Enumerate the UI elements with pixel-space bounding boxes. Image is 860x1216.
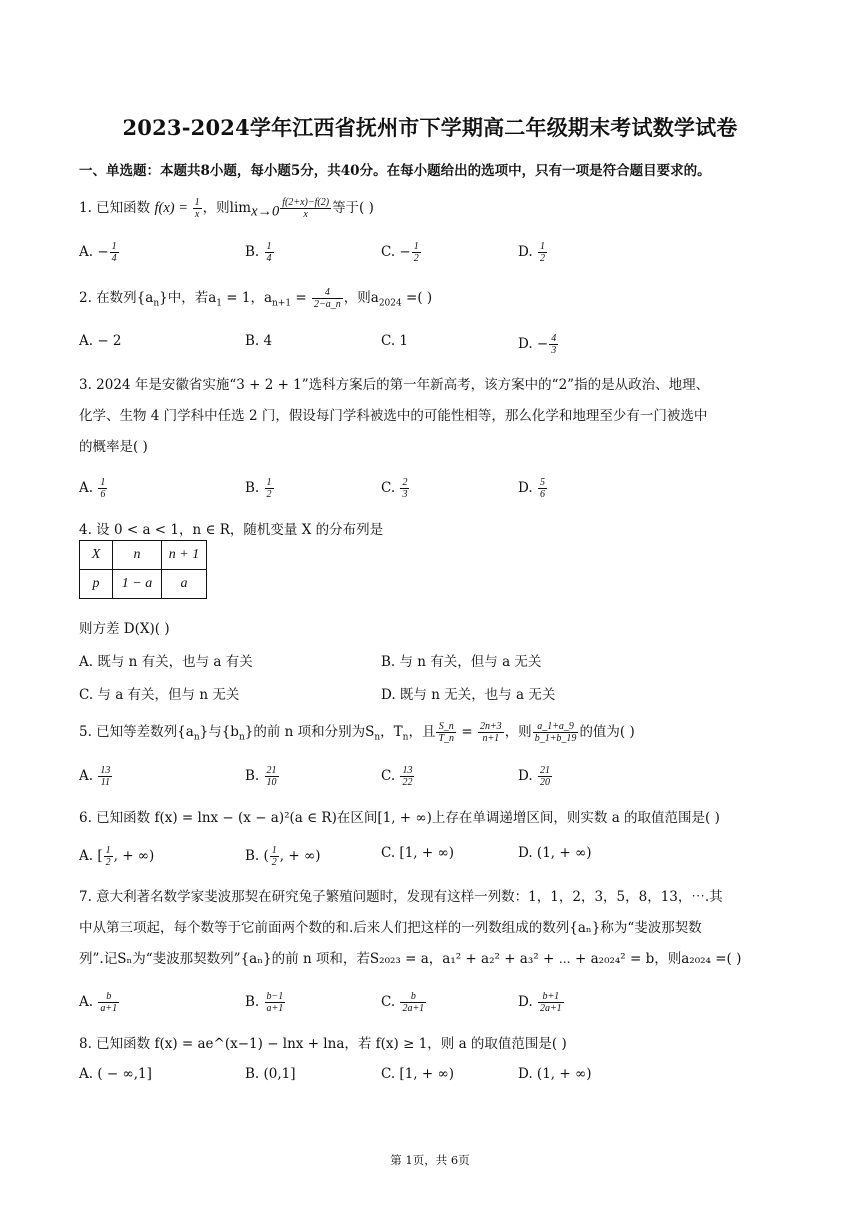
question-3-stem: 3. 2024 年是安徽省实施“3 + 2 + 1”选科方案后的第一年新高考，该方案中的“2”指的是从政治、地理、 化学、生物 4 门学科中任选 2 门，假设每门学科被选中的可能性相等，那么化学和地理至少有一门被选中 的概率是( )	[79, 377, 710, 455]
option-c[interactable]: C. [1, + ∞)	[381, 845, 454, 861]
distribution-table	[79, 540, 207, 599]
option-d[interactable]: D. (1, + ∞)	[518, 1066, 592, 1082]
option-d[interactable]: D. $\frac{b+1}{2a+1}$	[518, 991, 562, 1014]
option-d[interactable]: D. 既与 n 无关，也与 a 无关	[381, 687, 556, 703]
question-8-options	[79, 1066, 784, 1090]
fraction: $\frac{4}{2-a\_n}$	[314, 287, 341, 310]
option-a[interactable]: A. [ $\frac{1}{2}$ , + ∞)	[79, 845, 155, 868]
question-6-stem: 6. 已知函数 f(x) = lnx − (x − a)²(a ∈ R)在区间[1, + ∞)上存在单调递增区间，则实数 a 的取值范围是( )	[79, 810, 720, 826]
page-title: 2023-2024学年江西省抚州市下学期高二年级期末考试数学试卷	[122, 115, 738, 140]
option-d[interactable]: D. $\frac{1}{2}$	[518, 241, 545, 264]
question-7-stem: 7. 意大利著名数学家斐波那契在研究兔子繁殖问题时，发现有这样一列数：1，1，2，3，5，8，13，⋯.其 中从第三项起，每个数等于它前面两个数的和.后来人们把这样的一列数组成的数列{aₙ}称为“斐波那契数 列”.记Sₙ为“斐波那契数列”{aₙ}的前 n 项和，若S₂₀₂₃ = a，a₁² + a₂² + a₃² + ⋯ + a₂₀₂₄² = b，则a₂₀₂₄ =( )	[79, 889, 742, 967]
question-7-options	[79, 991, 784, 1015]
option-c[interactable]: C. 与 a 有关，但与 n 无关	[79, 687, 240, 703]
question-4-options-row2	[79, 683, 784, 707]
question-1-options	[79, 241, 784, 265]
option-a[interactable]: A. $\frac{13}{11}$	[79, 765, 111, 788]
option-d[interactable]: D. $\frac{5}{6}$	[518, 477, 545, 500]
option-a[interactable]: A. $\frac{b}{a+1}$	[79, 991, 118, 1014]
table-row: X n n + 1	[80, 541, 207, 570]
option-a[interactable]: A. 既与 n 有关，也与 a 有关	[79, 654, 253, 670]
fraction: $\frac{S\_n}{T\_n}$	[438, 721, 455, 744]
option-b[interactable]: B. 与 n 有关，但与 a 无关	[381, 654, 542, 670]
option-b[interactable]: B. ( $\frac{1}{2}$ , + ∞)	[245, 845, 321, 868]
option-b[interactable]: B. 4	[245, 333, 273, 349]
option-b[interactable]: B. $\frac{21}{10}$	[245, 765, 277, 788]
question-4-stem: 4. 设 0 < a < 1，n ∈ R，随机变量 X 的分布列是	[79, 522, 384, 538]
fraction: $\frac{a\_1+a\_9}{b\_1+b\_19}$	[534, 721, 577, 744]
option-b[interactable]: B. $\frac{1}{2}$	[245, 477, 272, 500]
table-row: p 1 − a a	[80, 570, 207, 599]
option-a[interactable]: A. − $\frac{1}{4}$	[79, 241, 117, 264]
option-d[interactable]: D. − $\frac{4}{3}$	[518, 333, 557, 356]
question-2-options	[79, 333, 784, 357]
question-1-stem: 1. 已知函数 f(x) = $\frac{1}{x}$ ，则$\lim_{x\to 0}$ $\frac{f(2+x)-f(2)}{x}$ 等于( )	[79, 197, 374, 220]
option-b[interactable]: B. $\frac{b-1}{a+1}$	[245, 991, 284, 1014]
option-c[interactable]: C. [1, + ∞)	[381, 1066, 454, 1082]
question-2-stem: 2. 在数列$\{a_n\}$中，若$a_1 = 1$，$a_{n+1}$ = $\frac{4}{2-a\_n}$ ，则$a_{2024}$ =( )	[79, 287, 433, 310]
option-b[interactable]: B. $\frac{1}{4}$	[245, 241, 272, 264]
question-3-options	[79, 477, 784, 501]
fraction: $\frac{1}{x}$	[194, 197, 200, 220]
option-c[interactable]: C. $\frac{b}{2a+1}$	[381, 991, 425, 1014]
fraction: $\frac{f(2+x)-f(2)}{x}$	[282, 197, 330, 220]
option-a[interactable]: A. ( − ∞,1]	[79, 1066, 152, 1082]
option-a[interactable]: A. − 2	[79, 333, 122, 349]
page-footer: 第 1页，共 6页	[390, 1153, 470, 1167]
question-4-ask: 则方差 D(X)( )	[79, 621, 170, 637]
fraction: $\frac{2n+3}{n+1}$	[479, 721, 502, 744]
option-a[interactable]: A. $\frac{1}{6}$	[79, 477, 106, 500]
option-c[interactable]: C. $\frac{13}{22}$	[381, 765, 413, 788]
option-d[interactable]: D. (1, + ∞)	[518, 845, 592, 861]
question-5-options	[79, 765, 784, 789]
option-c[interactable]: C. 1	[381, 333, 409, 349]
section-heading: 一、单选题：本题共8小题，每小题5分，共40分。在每小题给出的选项中，只有一项是符合题目要求的。	[79, 163, 711, 179]
option-c[interactable]: C. − $\frac{1}{2}$	[381, 241, 419, 264]
question-8-stem: 8. 已知函数 f(x) = ae^(x−1) − lnx + lna，若 f(x) ≥ 1，则 a 的取值范围是( )	[79, 1036, 567, 1052]
question-5-stem: 5. 已知等差数列$\{a_n\}$与$\{b_n\}$的前 n 项和分别为$S_n$，$T_n$，且 $\frac{S\_n}{T\_n}$ = $\frac{2n+3}{n+1}$ ，则 $\frac{a\_1+a\_9}{b\_1+b\_19}$ 的值为( )	[79, 721, 635, 744]
question-6-options	[79, 845, 784, 869]
option-b[interactable]: B. (0,1]	[245, 1066, 296, 1082]
option-d[interactable]: D. $\frac{21}{20}$	[518, 765, 550, 788]
option-c[interactable]: C. $\frac{2}{3}$	[381, 477, 408, 500]
question-4-options-row1	[79, 650, 784, 674]
